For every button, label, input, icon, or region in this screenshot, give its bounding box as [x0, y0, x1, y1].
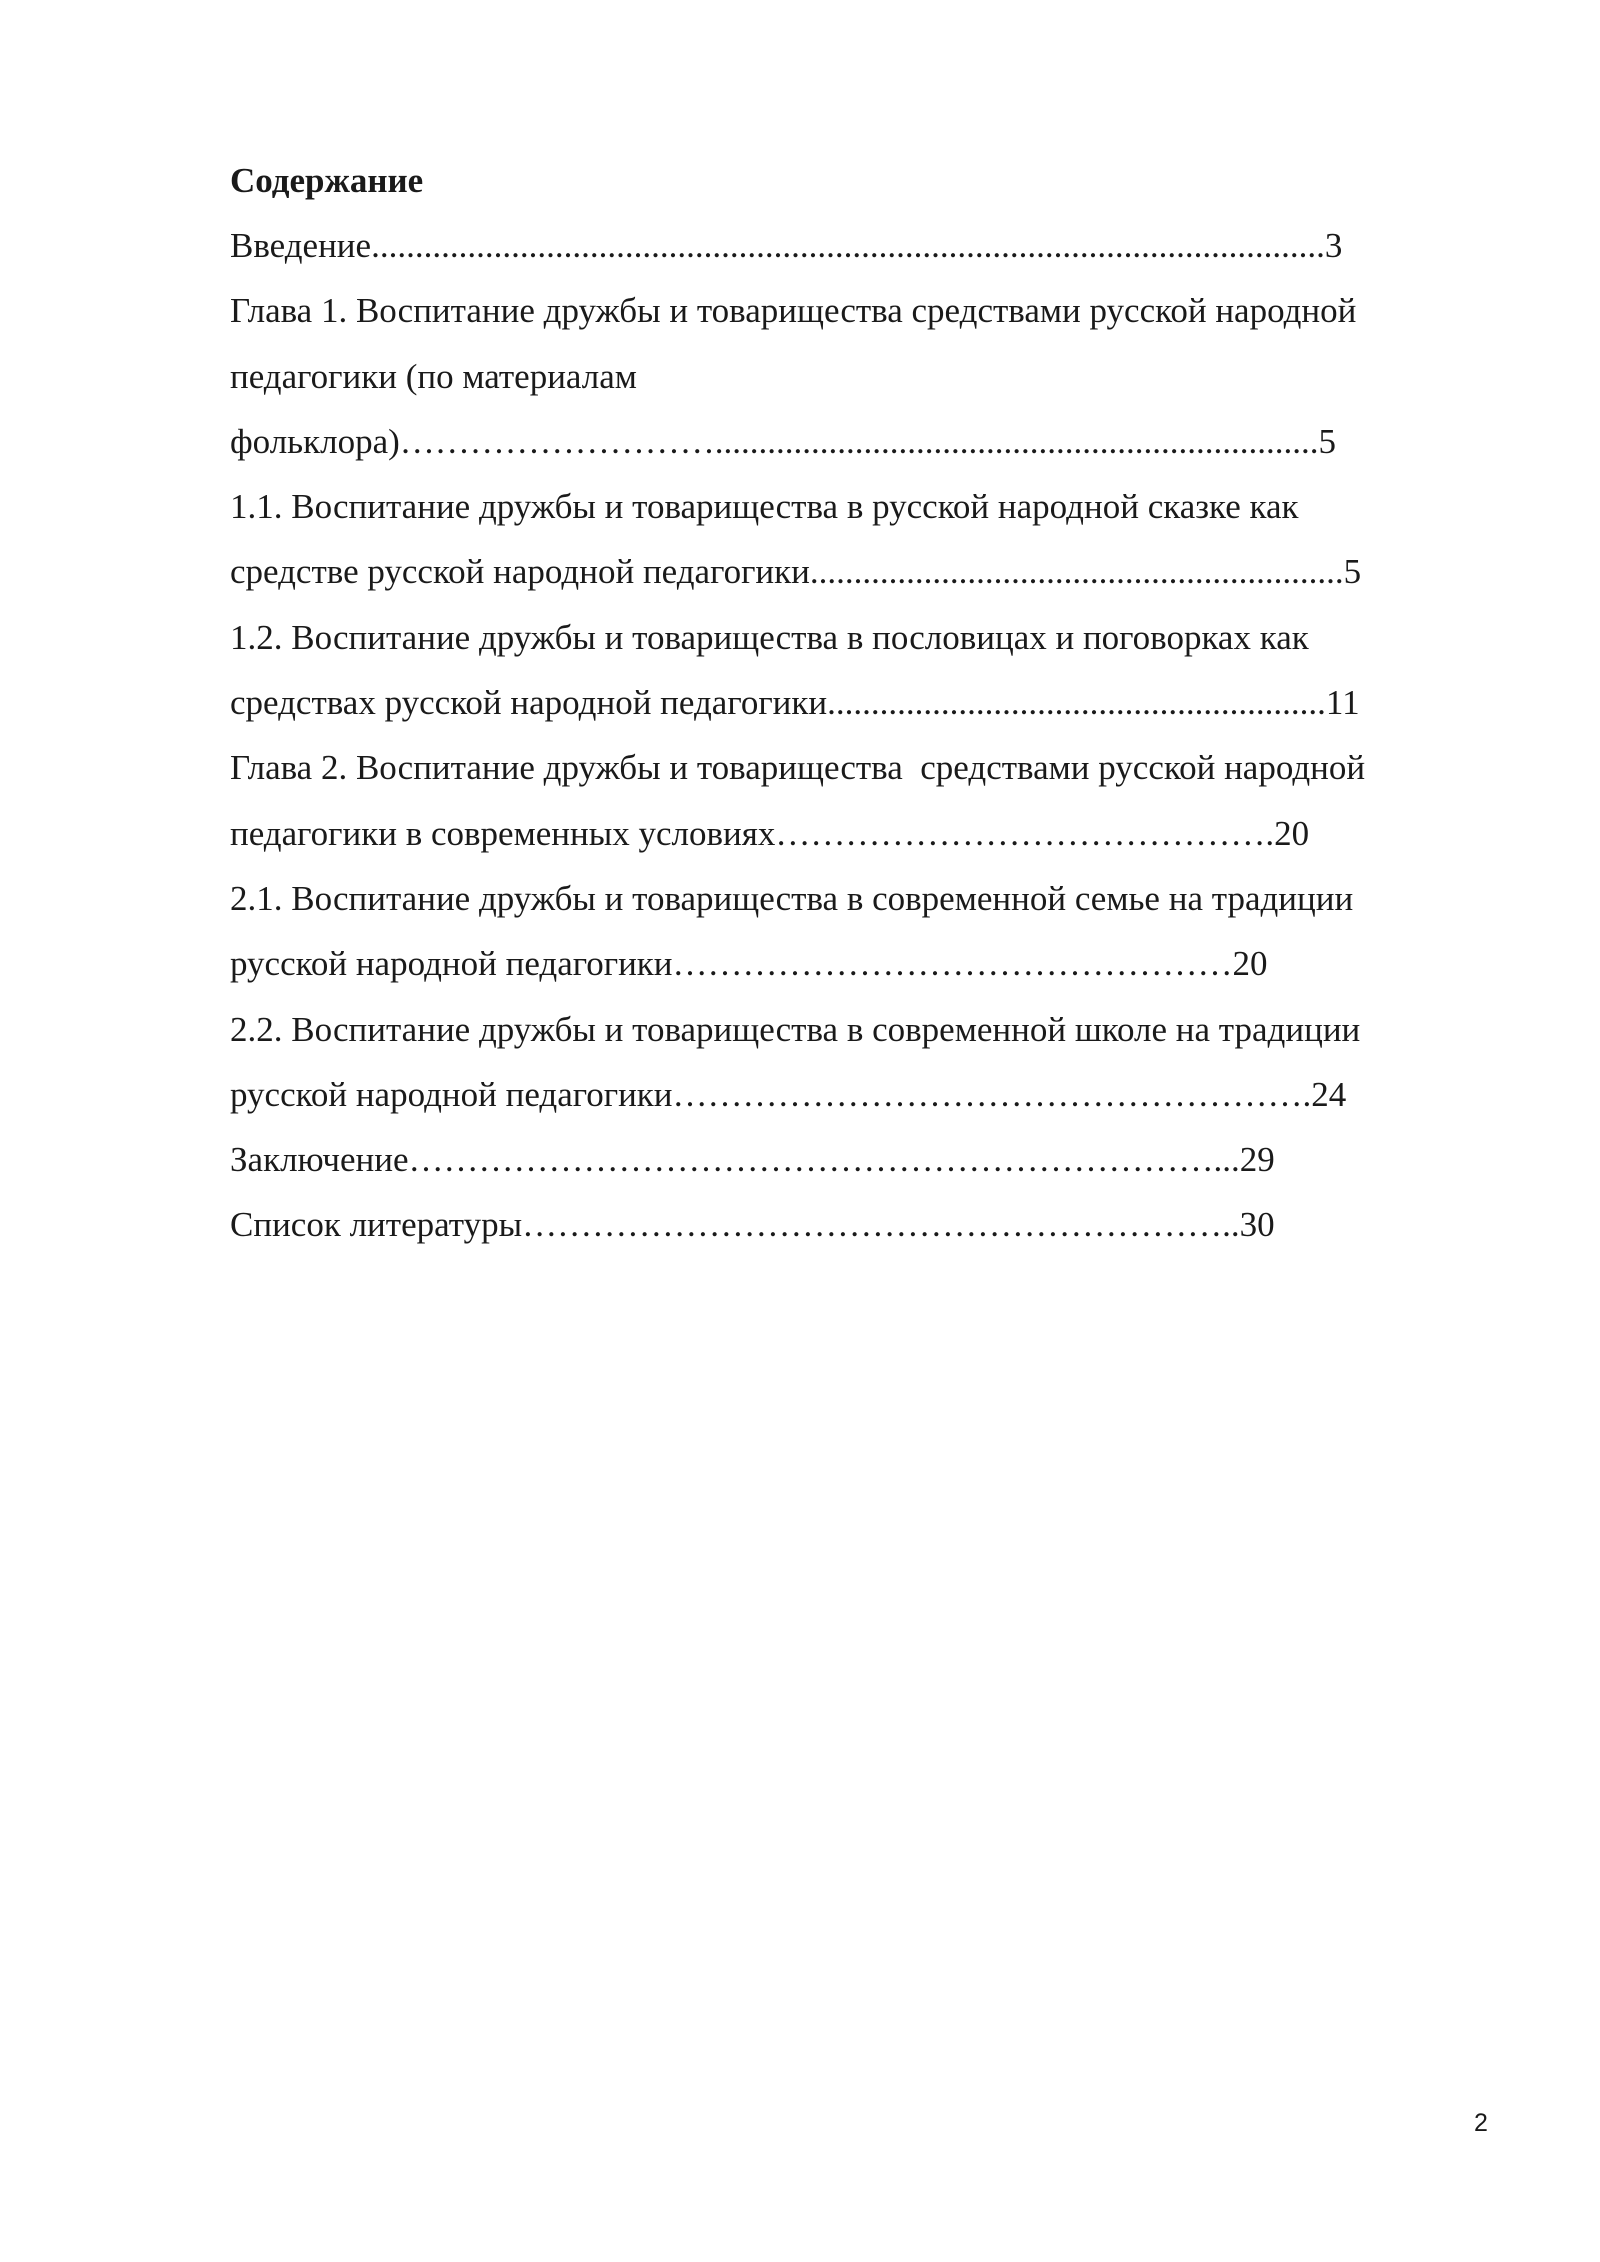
toc-line-chapter-2: Глава 2. Воспитание дружбы и товарищества средствами русской народной [230, 748, 1366, 788]
toc-line-conclusion: Заключение……………………………………………………………...29 [230, 1140, 1275, 1180]
toc-line-section-2-1: 2.1. Воспитание дружбы и товарищества в современной семье на традиции [230, 878, 1354, 918]
toc-line-section-2-2: 2.2. Воспитание дружбы и товарищества в современной школе на традиции [230, 1009, 1361, 1049]
toc-line-chapter-1: Глава 1. Воспитание дружбы и товарищества средствами русской народной [230, 291, 1357, 331]
toc-line-introduction: Введение.............................................................................................................3 [230, 226, 1343, 265]
toc-line-chapter-2-end: педагогики в современных условиях…………………………………….20 [230, 813, 1310, 853]
toc-line-section-1-2: 1.2. Воспитание дружбы и товарищества в пословицах и поговорках как [230, 617, 1309, 657]
toc-title: Содержание [230, 161, 424, 200]
toc-line-section-1-1-end: средстве русской народной педагогики.............................................................5 [230, 552, 1362, 592]
toc-line-bibliography: Список литературы……………………………………………………..30 [230, 1205, 1275, 1245]
toc-line-section-2-2-end: русской народной педагогики……………………………………………….24 [230, 1074, 1347, 1114]
toc-line-chapter-1-end: фольклора)……………………….....................................................................5 [230, 421, 1337, 461]
toc-line-section-2-1-end: русской народной педагогики…………………………………………20 [230, 944, 1268, 984]
page-number: 2 [1474, 2109, 1488, 2137]
toc-line-section-1-1: 1.1. Воспитание дружбы и товарищества в русской народной сказке как [230, 487, 1299, 527]
table-of-contents [230, 148, 1490, 1258]
toc-line-chapter-1-cont: педагогики (по материалам [230, 356, 637, 396]
toc-line-section-1-2-end: средствах русской народной педагогики.........................................................11 [230, 683, 1360, 723]
